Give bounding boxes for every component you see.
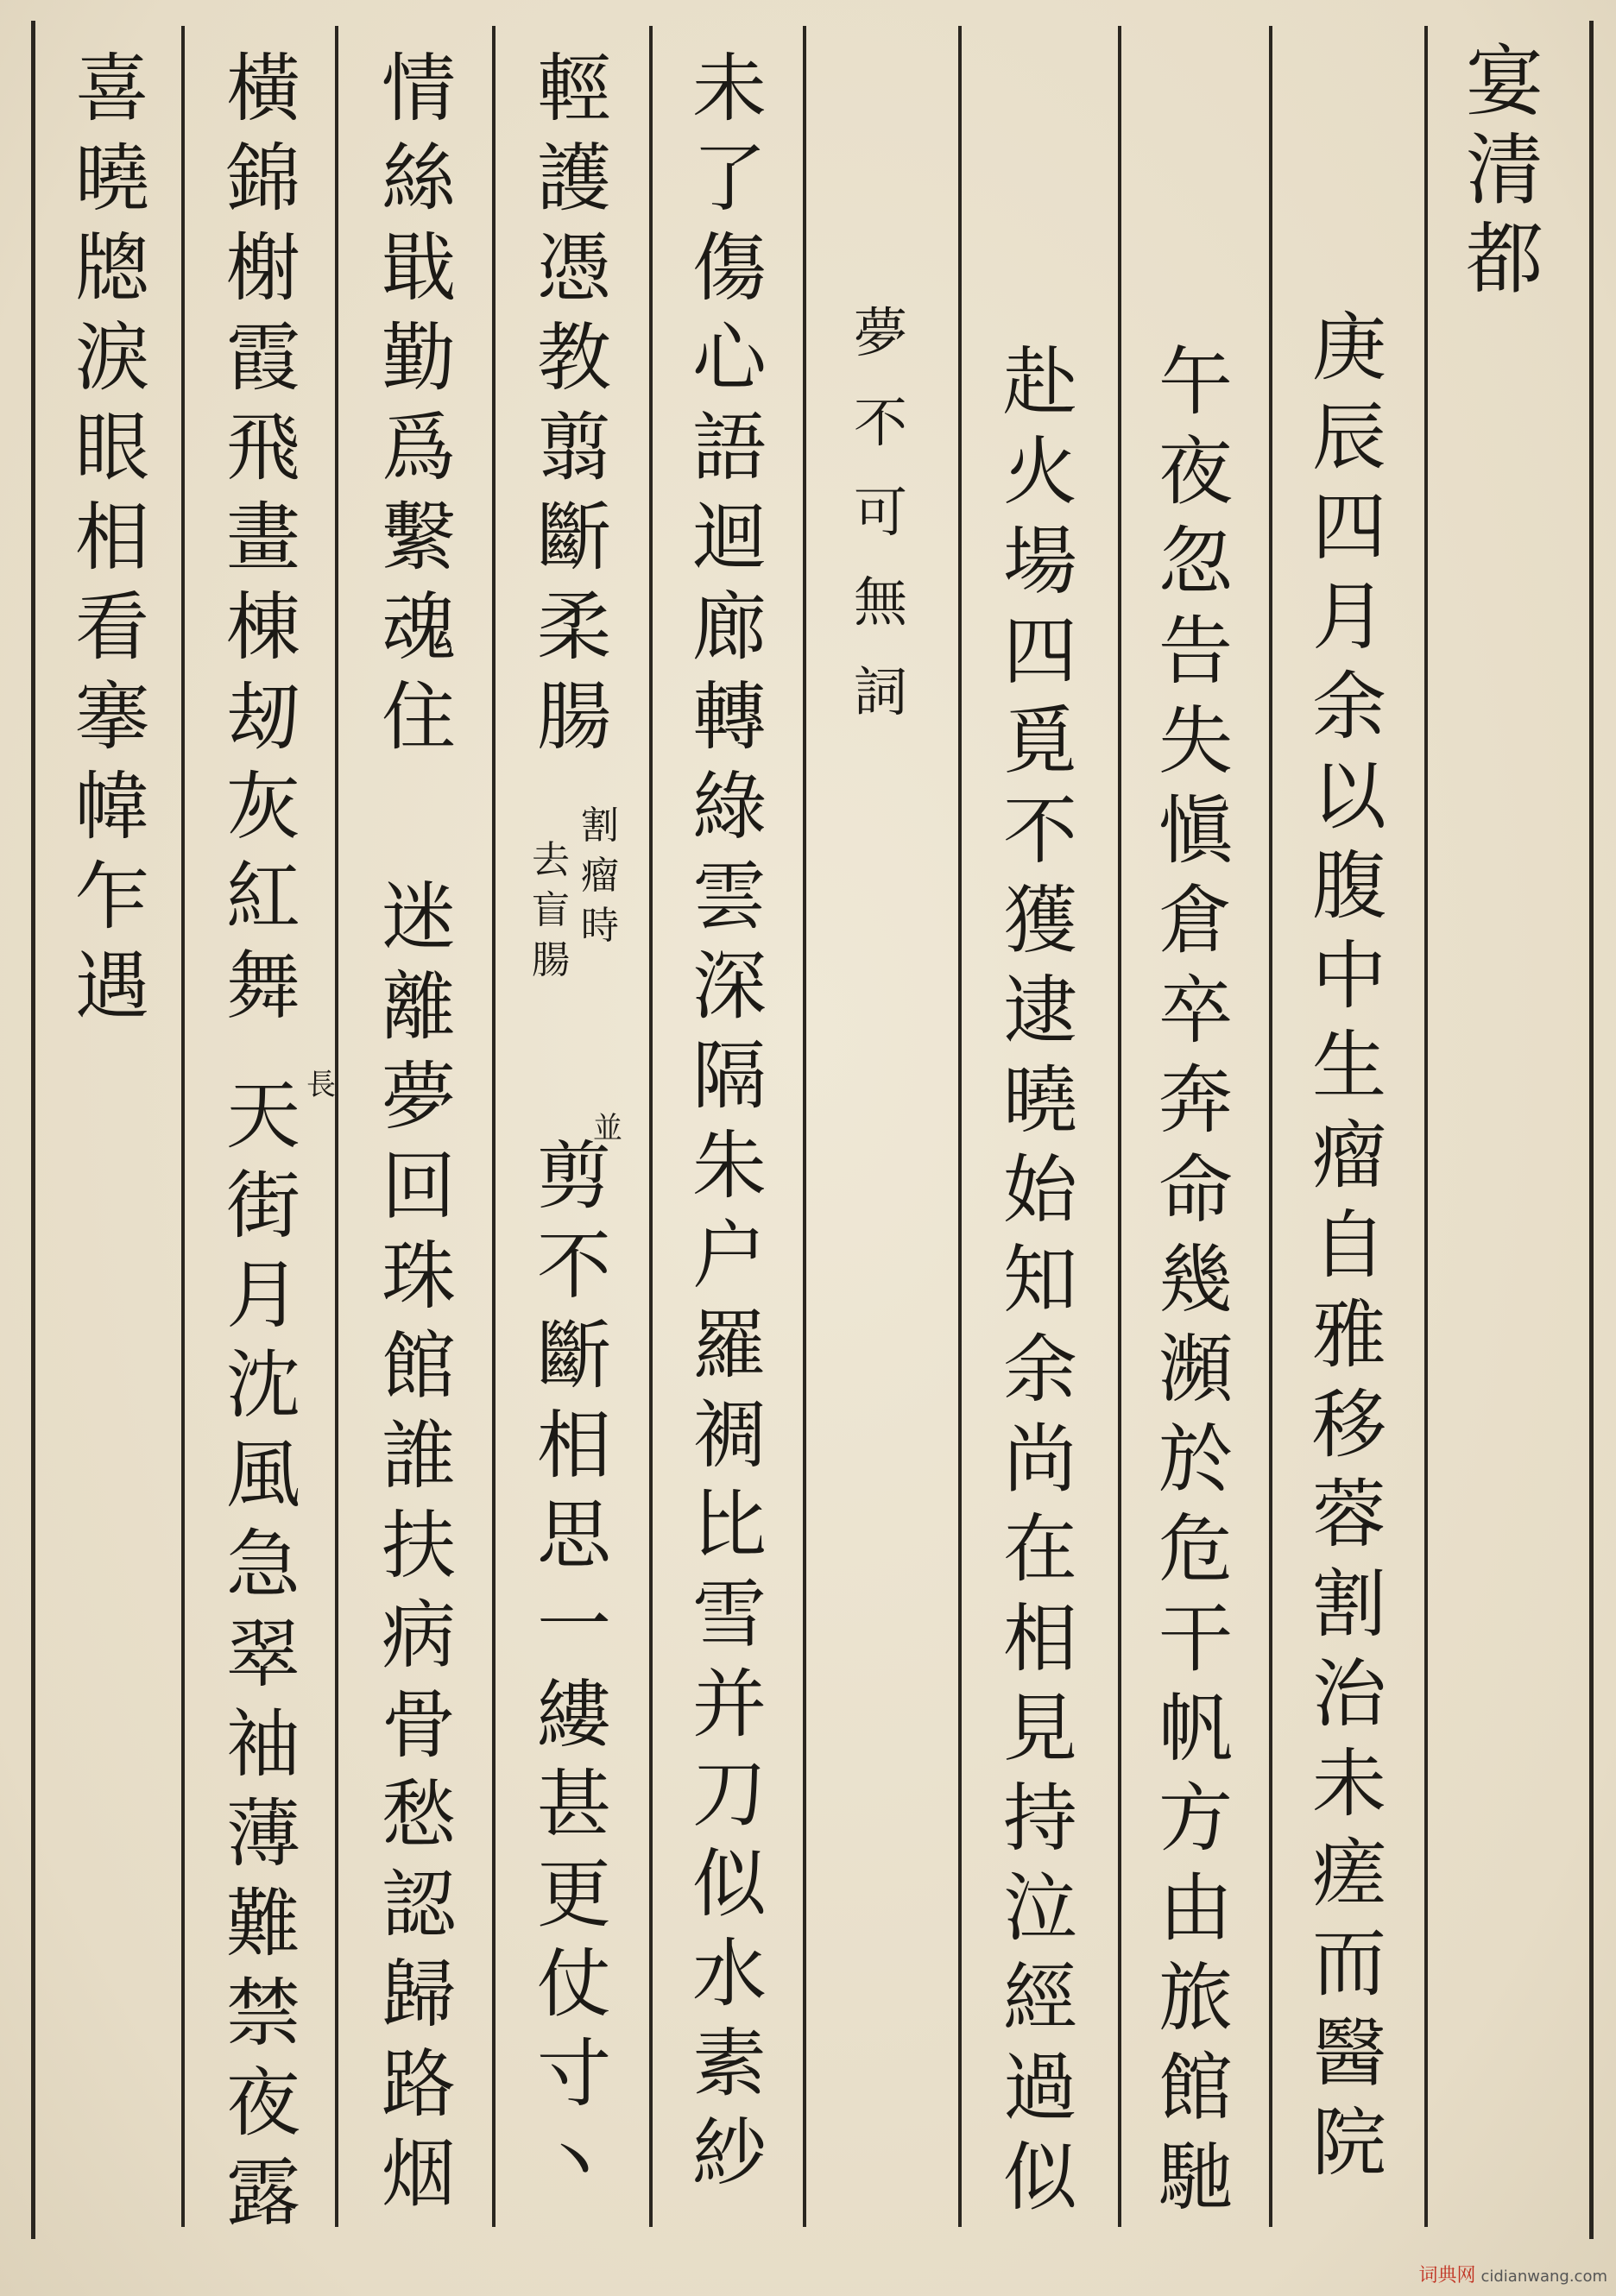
- column-rule: [1424, 26, 1428, 2227]
- glyph: 歸: [382, 1952, 456, 2038]
- glyph: 路: [382, 2041, 456, 2128]
- glyph: 袖: [226, 1701, 300, 1788]
- glyph: 紅: [226, 854, 300, 940]
- preface-line-1: [1302, 305, 1397, 2196]
- glyph: 瘤: [581, 854, 619, 898]
- glyph: 禁: [226, 1971, 300, 2057]
- glyph: 相: [75, 495, 149, 581]
- glyph: 清: [1466, 125, 1543, 216]
- glyph: 夜: [1158, 429, 1233, 515]
- glyph: 輕: [537, 46, 611, 132]
- glyph: 知: [1003, 1237, 1077, 1323]
- glyph: 腸: [532, 938, 570, 982]
- glyph: 未: [1312, 1741, 1386, 1827]
- glyph: 丶: [537, 2121, 611, 2207]
- glyph: 傷: [692, 225, 767, 312]
- glyph: 館: [1158, 2045, 1233, 2131]
- glyph: 瀕: [1158, 1327, 1233, 1413]
- glyph: 不: [537, 1223, 611, 1309]
- glyph: 始: [1003, 1147, 1077, 1233]
- glyph: 午: [1158, 339, 1233, 426]
- glyph: 憑: [537, 225, 611, 312]
- glyph: 場: [1003, 519, 1077, 605]
- glyph: 危: [1158, 1506, 1233, 1593]
- poem-title: [1457, 36, 1552, 310]
- glyph: 爲: [382, 405, 456, 491]
- lyric-line-3-top: [371, 46, 466, 770]
- glyph: 過: [1003, 2045, 1077, 2131]
- site-brand: 词典网: [1418, 2265, 1476, 2287]
- glyph: 思: [537, 1492, 611, 1579]
- glyph: 雲: [692, 854, 767, 940]
- glyph: 曉: [75, 136, 149, 222]
- lyric-line-1: [682, 46, 777, 2206]
- glyph: 隔: [692, 1033, 767, 1120]
- glyph: 誰: [382, 1413, 456, 1499]
- glyph: 余: [1003, 1327, 1077, 1413]
- glyph: 詞: [853, 660, 907, 723]
- glyph: 仗: [537, 1941, 611, 2028]
- glyph: 奔: [1158, 1057, 1233, 1144]
- glyph: 紗: [692, 2110, 767, 2197]
- glyph: 離: [382, 964, 456, 1050]
- glyph: 馳: [1158, 2135, 1233, 2221]
- glyph: 宴: [1466, 36, 1543, 127]
- lyric-line-2-note-right: [574, 804, 626, 957]
- glyph: 干: [1158, 1596, 1233, 1682]
- glyph: 可: [853, 481, 907, 544]
- glyph: 幃: [75, 764, 149, 850]
- glyph: 認: [382, 1862, 456, 1948]
- glyph: 棟: [226, 584, 300, 671]
- glyph: 似: [692, 1841, 767, 1927]
- glyph: 逮: [1003, 968, 1077, 1054]
- column-rule: [649, 26, 653, 2227]
- glyph: 四: [1312, 484, 1386, 571]
- glyph: 繫: [382, 495, 456, 581]
- glyph: 灰: [226, 764, 300, 850]
- glyph: 斷: [537, 1313, 611, 1399]
- glyph: 情: [382, 46, 456, 132]
- glyph: 難: [226, 1881, 300, 1967]
- glyph: 街: [226, 1163, 300, 1249]
- glyph: 經: [1003, 1955, 1077, 2041]
- glyph: 而: [1312, 1921, 1386, 2007]
- glyph: 斷: [537, 495, 611, 581]
- glyph: 翠: [226, 1612, 300, 1698]
- lyric-line-4-top: [216, 46, 311, 1039]
- glyph: 飛: [226, 405, 300, 491]
- glyph: 夢: [382, 1054, 456, 1140]
- glyph: 住: [382, 674, 456, 760]
- column-rule: [803, 26, 806, 2227]
- glyph: 忽: [1158, 519, 1233, 605]
- glyph: 天: [226, 1073, 300, 1159]
- glyph: 露: [226, 2150, 300, 2236]
- glyph: 橫: [226, 46, 300, 132]
- glyph: 魂: [382, 584, 456, 671]
- glyph: 了: [692, 136, 767, 222]
- glyph: 深: [692, 943, 767, 1030]
- glyph: 去: [532, 838, 570, 882]
- glyph: 舞: [226, 943, 300, 1030]
- glyph: 割: [581, 804, 619, 848]
- glyph: 寸: [537, 2031, 611, 2117]
- glyph: 雅: [1312, 1292, 1386, 1378]
- glyph: 庚: [1312, 305, 1386, 391]
- glyph: 相: [537, 1403, 611, 1489]
- glyph: 轉: [692, 674, 767, 760]
- glyph: 帆: [1158, 1686, 1233, 1772]
- glyph: 回: [382, 1144, 456, 1230]
- site-watermark: [1418, 2261, 1607, 2287]
- lyric-line-2-bottom: [527, 1133, 622, 2217]
- preface-line-2: [1148, 339, 1243, 2230]
- glyph: 獲: [1003, 878, 1077, 964]
- glyph: 榭: [226, 225, 300, 312]
- glyph: 並: [593, 1111, 622, 1145]
- glyph: 命: [1158, 1147, 1233, 1233]
- glyph: 治: [1312, 1651, 1386, 1738]
- lyric-line-2-top: [527, 46, 622, 770]
- glyph: 旅: [1158, 1955, 1233, 2041]
- glyph: 不: [853, 391, 907, 454]
- glyph: 中: [1312, 933, 1386, 1019]
- glyph: 似: [1003, 2135, 1077, 2221]
- glyph: 刼: [226, 674, 300, 760]
- lyric-line-5: [65, 46, 160, 1039]
- glyph: 時: [581, 904, 619, 948]
- glyph: 不: [1003, 788, 1077, 874]
- glyph: 無: [853, 571, 907, 634]
- glyph: 相: [1003, 1596, 1077, 1682]
- glyph: 尚: [1003, 1416, 1077, 1503]
- glyph: 看: [75, 584, 149, 671]
- glyph: 持: [1003, 1776, 1077, 1862]
- preface-line-3: [993, 339, 1088, 2230]
- glyph: 於: [1158, 1416, 1233, 1503]
- glyph: 未: [692, 46, 767, 132]
- glyph: 翦: [537, 405, 611, 491]
- glyph: 迷: [382, 874, 456, 961]
- glyph: 余: [1312, 664, 1386, 750]
- glyph: 長: [306, 1068, 336, 1102]
- glyph: 廊: [692, 584, 767, 671]
- glyph: 覓: [1003, 698, 1077, 785]
- column-rule: [492, 26, 496, 2227]
- glyph: 搴: [75, 674, 149, 760]
- glyph: 更: [537, 1851, 611, 1938]
- glyph: 心: [692, 315, 767, 401]
- glyph: 羅: [692, 1303, 767, 1389]
- glyph: 辰: [1312, 394, 1386, 481]
- glyph: 扶: [382, 1503, 456, 1589]
- glyph: 護: [537, 136, 611, 222]
- preface-line-4: [833, 301, 928, 755]
- glyph: 甚: [537, 1762, 611, 1848]
- glyph: 泣: [1003, 1865, 1077, 1952]
- site-url: cidianwang.com: [1480, 2268, 1607, 2286]
- glyph: 户: [692, 1213, 767, 1299]
- glyph: 月: [226, 1252, 300, 1339]
- glyph: 移: [1312, 1382, 1386, 1468]
- glyph: 卒: [1158, 968, 1233, 1054]
- lyric-line-2-note-left: [525, 838, 577, 992]
- glyph: 眼: [75, 405, 149, 491]
- glyph: 幾: [1158, 1237, 1233, 1323]
- glyph: 沈: [226, 1342, 300, 1429]
- glyph: 館: [382, 1323, 456, 1410]
- glyph: 素: [692, 2021, 767, 2107]
- glyph: 牕: [75, 225, 149, 312]
- glyph: 風: [226, 1432, 300, 1518]
- glyph: 裯: [692, 1392, 767, 1479]
- glyph: 霞: [226, 315, 300, 401]
- glyph: 都: [1466, 214, 1543, 305]
- glyph: 喜: [75, 46, 149, 132]
- glyph: 比: [692, 1482, 767, 1568]
- glyph: 自: [1312, 1202, 1386, 1289]
- glyph: 急: [226, 1522, 300, 1608]
- glyph: 縷: [537, 1672, 611, 1758]
- glyph: 醫: [1312, 2010, 1386, 2097]
- glyph: 倉: [1158, 878, 1233, 964]
- lyric-line-4-bottom: [216, 1073, 311, 2246]
- glyph: 朱: [692, 1123, 767, 1209]
- glyph: 愼: [1158, 788, 1233, 874]
- glyph: 蓉: [1312, 1472, 1386, 1558]
- glyph: 腹: [1312, 843, 1386, 930]
- glyph: 刀: [692, 1751, 767, 1838]
- glyph: 愁: [382, 1772, 456, 1858]
- glyph: 院: [1312, 2100, 1386, 2186]
- glyph: 畫: [226, 495, 300, 581]
- glyph: 月: [1312, 574, 1386, 660]
- glyph: 乍: [75, 854, 149, 940]
- glyph: 迴: [692, 495, 767, 581]
- lyric-line-3-bottom: [371, 874, 466, 2227]
- glyph: 見: [1003, 1686, 1077, 1772]
- column-rule: [1118, 26, 1121, 2227]
- glyph: 骨: [382, 1682, 456, 1769]
- column-rule: [181, 26, 185, 2227]
- glyph: 剪: [537, 1133, 611, 1220]
- glyph: 烟: [382, 2131, 456, 2217]
- glyph: 珠: [382, 1233, 456, 1320]
- glyph: 火: [1003, 429, 1077, 515]
- glyph: 四: [1003, 609, 1077, 695]
- glyph: 雪: [692, 1572, 767, 1658]
- glyph: 失: [1158, 698, 1233, 785]
- glyph: 并: [692, 1662, 767, 1748]
- column-rule: [958, 26, 962, 2227]
- glyph: 絲: [382, 136, 456, 222]
- glyph: 水: [692, 1931, 767, 2017]
- glyph: 淚: [75, 315, 149, 401]
- glyph: 教: [537, 315, 611, 401]
- glyph: 病: [382, 1593, 456, 1679]
- glyph: 在: [1003, 1506, 1077, 1593]
- glyph: 柔: [537, 584, 611, 671]
- column-rule: [1269, 26, 1272, 2227]
- glyph: 盲: [532, 888, 570, 932]
- glyph: 勤: [382, 315, 456, 401]
- glyph: 赴: [1003, 339, 1077, 426]
- glyph: 割: [1312, 1561, 1386, 1648]
- column-rule: [335, 26, 338, 2227]
- glyph: 一: [537, 1582, 611, 1668]
- glyph: 由: [1158, 1865, 1233, 1952]
- glyph: 遇: [75, 943, 149, 1030]
- glyph: 夜: [226, 2060, 300, 2147]
- glyph: 綠: [692, 764, 767, 850]
- glyph: 瘤: [1312, 1113, 1386, 1199]
- glyph: 告: [1158, 609, 1233, 695]
- glyph: 生: [1312, 1023, 1386, 1109]
- glyph: 錦: [226, 136, 300, 222]
- glyph: 夢: [853, 301, 907, 364]
- glyph: 戢: [382, 225, 456, 312]
- glyph: 曉: [1003, 1057, 1077, 1144]
- glyph: 薄: [226, 1791, 300, 1877]
- glyph: 瘥: [1312, 1831, 1386, 1917]
- glyph: 腸: [537, 674, 611, 760]
- glyph: 以: [1312, 754, 1386, 840]
- glyph: 語: [692, 405, 767, 491]
- glyph: 方: [1158, 1776, 1233, 1862]
